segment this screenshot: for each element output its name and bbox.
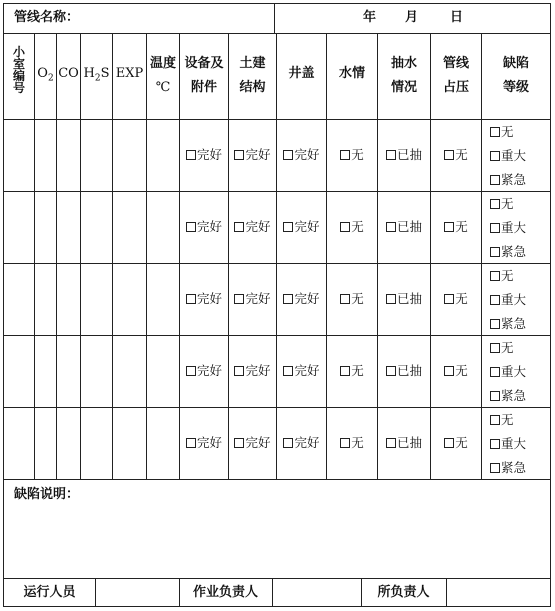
checkbox-label: 无 bbox=[351, 219, 364, 234]
defect-level-option[interactable] bbox=[490, 144, 526, 168]
defect-level-label: 紧急 bbox=[501, 460, 527, 475]
col-line-2 bbox=[56, 33, 57, 480]
defect-level-option[interactable] bbox=[490, 360, 526, 384]
header-occupation bbox=[430, 52, 482, 100]
civil-structure-checkbox[interactable] bbox=[229, 435, 276, 451]
defect-level-options bbox=[490, 264, 526, 336]
checkbox-square-icon[interactable] bbox=[490, 247, 500, 257]
checkbox-square-icon[interactable] bbox=[234, 366, 244, 376]
defect-level-options bbox=[490, 336, 526, 408]
header-h2s bbox=[80, 62, 113, 91]
operator-label: 运行人员 bbox=[23, 585, 76, 600]
checkbox-square-icon[interactable] bbox=[444, 222, 454, 232]
checkbox-square-icon[interactable] bbox=[386, 150, 396, 160]
header-room-no-char: 小 bbox=[12, 45, 25, 59]
checkbox-square-icon[interactable] bbox=[340, 438, 350, 448]
defect-level-options bbox=[490, 120, 526, 192]
well-cover-checkbox[interactable] bbox=[277, 435, 326, 451]
defect-level-option[interactable] bbox=[490, 456, 526, 480]
work-lead-label: 作业负责人 bbox=[192, 585, 258, 600]
checkbox-label: 完好 bbox=[196, 291, 222, 306]
checkbox-label: 已抽 bbox=[396, 435, 422, 450]
checkbox-label: 无 bbox=[455, 219, 468, 234]
checkbox-square-icon[interactable] bbox=[283, 366, 293, 376]
defect-level-label: 重大 bbox=[501, 292, 527, 307]
checkbox-label: 完好 bbox=[245, 435, 271, 450]
footer-line-5 bbox=[446, 578, 447, 607]
checkbox-square-icon[interactable] bbox=[234, 294, 244, 304]
checkbox-square-icon[interactable] bbox=[444, 150, 454, 160]
defect-level-label: 重大 bbox=[501, 148, 527, 163]
header-o2-text: O bbox=[37, 66, 48, 81]
header-h2s-h: H bbox=[83, 66, 95, 81]
col-line-4 bbox=[112, 33, 113, 480]
rule-below-row-5 bbox=[3, 479, 551, 480]
header-defect-line-1: 缺陷 bbox=[502, 56, 529, 71]
col-line-7 bbox=[228, 33, 229, 480]
defect-level-option[interactable] bbox=[490, 336, 526, 360]
checkbox-square-icon[interactable] bbox=[234, 438, 244, 448]
title-divider bbox=[274, 3, 275, 34]
civil-structure-checkbox[interactable] bbox=[229, 291, 276, 307]
checkbox-label: 无 bbox=[351, 363, 364, 378]
col-line-11 bbox=[430, 33, 431, 480]
header-civil-line-1: 土建 bbox=[239, 56, 266, 71]
month-label: 月 bbox=[405, 10, 419, 25]
header-h2s-subscript: 2 bbox=[94, 73, 101, 84]
rule-below-header bbox=[3, 119, 551, 120]
checkbox-square-icon[interactable] bbox=[386, 222, 396, 232]
header-room-no-char: 号 bbox=[12, 81, 25, 95]
equipment-checkbox[interactable] bbox=[180, 219, 228, 235]
defect-level-label: 无 bbox=[501, 268, 514, 283]
checkbox-square-icon[interactable] bbox=[444, 294, 454, 304]
defect-level-label: 重大 bbox=[501, 220, 527, 235]
header-civil-line-2: 结构 bbox=[239, 80, 266, 95]
occupation-checkbox[interactable] bbox=[431, 219, 481, 235]
checkbox-square-icon[interactable] bbox=[234, 150, 244, 160]
checkbox-label: 已抽 bbox=[396, 291, 422, 306]
checkbox-square-icon[interactable] bbox=[386, 294, 396, 304]
checkbox-square-icon[interactable] bbox=[283, 222, 293, 232]
well-cover-checkbox[interactable] bbox=[277, 147, 326, 163]
header-exp: EXP bbox=[115, 66, 144, 81]
checkbox-square-icon[interactable] bbox=[186, 150, 196, 160]
defect-level-option[interactable] bbox=[490, 408, 526, 432]
rule-below-row-3 bbox=[3, 335, 551, 336]
defect-level-label: 重大 bbox=[501, 364, 527, 379]
checkbox-label: 完好 bbox=[196, 435, 222, 450]
header-pumping-line-1: 抽水 bbox=[390, 56, 417, 71]
checkbox-square-icon[interactable] bbox=[444, 438, 454, 448]
equipment-checkbox[interactable] bbox=[180, 291, 228, 307]
defect-level-label: 紧急 bbox=[501, 388, 527, 403]
water-checkbox[interactable] bbox=[327, 219, 377, 235]
col-line-3 bbox=[80, 33, 81, 480]
defect-level-label: 无 bbox=[501, 340, 514, 355]
pumping-checkbox[interactable] bbox=[378, 291, 430, 307]
occupation-checkbox[interactable] bbox=[431, 147, 481, 163]
header-well-cover: 井盖 bbox=[288, 66, 315, 81]
well-cover-checkbox[interactable] bbox=[277, 291, 326, 307]
checkbox-label: 完好 bbox=[245, 363, 271, 378]
occupation-checkbox[interactable] bbox=[431, 291, 481, 307]
header-o2 bbox=[34, 62, 57, 91]
defect-level-label: 紧急 bbox=[501, 244, 527, 259]
checkbox-label: 无 bbox=[455, 147, 468, 162]
col-line-6 bbox=[179, 33, 180, 480]
well-cover-checkbox[interactable] bbox=[277, 219, 326, 235]
defect-note-label: 缺陷说明： bbox=[14, 487, 80, 502]
rule-below-row-1 bbox=[3, 191, 551, 192]
defect-level-label: 紧急 bbox=[501, 172, 527, 187]
checkbox-label: 无 bbox=[455, 435, 468, 450]
defect-level-option[interactable] bbox=[490, 120, 526, 144]
rule-below-row-4 bbox=[3, 407, 551, 408]
checkbox-label: 已抽 bbox=[396, 219, 422, 234]
checkbox-square-icon[interactable] bbox=[490, 199, 500, 209]
defect-level-option[interactable] bbox=[490, 192, 526, 216]
checkbox-square-icon[interactable] bbox=[490, 271, 500, 281]
checkbox-square-icon[interactable] bbox=[490, 319, 500, 329]
year-label: 年 bbox=[363, 10, 377, 25]
pumping-checkbox[interactable] bbox=[378, 147, 430, 163]
water-checkbox[interactable] bbox=[327, 291, 377, 307]
rule-below-title bbox=[3, 33, 551, 34]
checkbox-square-icon[interactable] bbox=[490, 439, 500, 449]
pipeline-name-label: 管线名称： bbox=[14, 10, 80, 25]
checkbox-square-icon[interactable] bbox=[490, 415, 500, 425]
header-co: CO bbox=[58, 66, 79, 81]
checkbox-square-icon[interactable] bbox=[340, 150, 350, 160]
defect-level-option[interactable] bbox=[490, 288, 526, 312]
checkbox-square-icon[interactable] bbox=[283, 438, 293, 448]
checkbox-label: 完好 bbox=[294, 291, 320, 306]
defect-level-label: 无 bbox=[501, 124, 514, 139]
col-line-9 bbox=[326, 33, 327, 480]
equipment-checkbox[interactable] bbox=[180, 435, 228, 451]
checkbox-square-icon[interactable] bbox=[444, 366, 454, 376]
checkbox-square-icon[interactable] bbox=[490, 391, 500, 401]
header-room-no-char: 室 bbox=[12, 57, 25, 71]
header-pumping-line-2: 情况 bbox=[390, 80, 417, 95]
defect-level-option[interactable] bbox=[490, 264, 526, 288]
col-line-8 bbox=[276, 33, 277, 480]
water-checkbox[interactable] bbox=[327, 435, 377, 451]
checkbox-square-icon[interactable] bbox=[490, 175, 500, 185]
header-occupation-line-1: 管线 bbox=[442, 56, 469, 71]
checkbox-label: 无 bbox=[455, 363, 468, 378]
defect-level-option[interactable] bbox=[490, 384, 526, 408]
header-h2s-s: S bbox=[100, 66, 110, 81]
defect-level-option[interactable] bbox=[490, 216, 526, 240]
header-occupation-line-2: 占压 bbox=[442, 80, 469, 95]
checkbox-square-icon[interactable] bbox=[490, 295, 500, 305]
defect-level-label: 无 bbox=[501, 412, 514, 427]
defect-level-label: 重大 bbox=[501, 436, 527, 451]
checkbox-square-icon[interactable] bbox=[490, 127, 500, 137]
civil-structure-checkbox[interactable] bbox=[229, 147, 276, 163]
checkbox-square-icon[interactable] bbox=[490, 463, 500, 473]
checkbox-label: 无 bbox=[351, 291, 364, 306]
col-line-12 bbox=[481, 33, 482, 480]
checkbox-label: 完好 bbox=[294, 435, 320, 450]
checkbox-label: 无 bbox=[455, 291, 468, 306]
checkbox-label: 完好 bbox=[196, 363, 222, 378]
header-room-no bbox=[4, 46, 34, 94]
water-checkbox[interactable] bbox=[327, 363, 377, 379]
header-o2-subscript: 2 bbox=[47, 73, 54, 84]
header-pumping bbox=[377, 52, 431, 100]
checkbox-label: 无 bbox=[351, 435, 364, 450]
pumping-checkbox[interactable] bbox=[378, 435, 430, 451]
checkbox-label: 无 bbox=[351, 147, 364, 162]
checkbox-square-icon[interactable] bbox=[386, 438, 396, 448]
checkbox-label: 完好 bbox=[294, 363, 320, 378]
defect-level-option[interactable] bbox=[490, 240, 526, 264]
header-equipment-line-2: 附件 bbox=[190, 80, 217, 95]
checkbox-square-icon[interactable] bbox=[340, 222, 350, 232]
checkbox-square-icon[interactable] bbox=[283, 150, 293, 160]
header-equipment bbox=[179, 52, 229, 100]
day-label: 日 bbox=[450, 10, 464, 25]
header-room-no-char: 编 bbox=[12, 69, 25, 83]
pumping-checkbox[interactable] bbox=[378, 219, 430, 235]
checkbox-label: 已抽 bbox=[396, 363, 422, 378]
defect-level-label: 紧急 bbox=[501, 316, 527, 331]
col-line-5 bbox=[146, 33, 147, 480]
checkbox-label: 完好 bbox=[245, 291, 271, 306]
checkbox-label: 已抽 bbox=[396, 147, 422, 162]
defect-level-option[interactable] bbox=[490, 432, 526, 456]
checkbox-square-icon[interactable] bbox=[490, 223, 500, 233]
header-equipment-line-1: 设备及 bbox=[184, 56, 224, 71]
pumping-checkbox[interactable] bbox=[378, 363, 430, 379]
defect-level-option[interactable] bbox=[490, 168, 526, 192]
checkbox-label: 完好 bbox=[245, 219, 271, 234]
header-temperature-line-2: ℃ bbox=[155, 80, 171, 95]
checkbox-square-icon[interactable] bbox=[186, 294, 196, 304]
site-lead-label: 所负责人 bbox=[377, 585, 430, 600]
checkbox-label: 完好 bbox=[294, 219, 320, 234]
equipment-checkbox[interactable] bbox=[180, 147, 228, 163]
header-civil-structure bbox=[228, 52, 277, 100]
checkbox-square-icon[interactable] bbox=[340, 294, 350, 304]
footer-line-3 bbox=[272, 578, 273, 607]
defect-level-options bbox=[490, 408, 526, 480]
well-cover-checkbox[interactable] bbox=[277, 363, 326, 379]
checkbox-square-icon[interactable] bbox=[386, 366, 396, 376]
equipment-checkbox[interactable] bbox=[180, 363, 228, 379]
header-temperature-line-1: 温度 bbox=[149, 56, 176, 71]
rule-below-row-2 bbox=[3, 263, 551, 264]
occupation-checkbox[interactable] bbox=[431, 435, 481, 451]
checkbox-square-icon[interactable] bbox=[186, 222, 196, 232]
header-temperature bbox=[146, 52, 180, 100]
header-water: 水情 bbox=[338, 66, 365, 81]
footer-line-1 bbox=[95, 578, 96, 607]
col-line-10 bbox=[377, 33, 378, 480]
checkbox-square-icon[interactable] bbox=[490, 343, 500, 353]
defect-level-option[interactable] bbox=[490, 312, 526, 336]
checkbox-square-icon[interactable] bbox=[490, 367, 500, 377]
defect-level-options bbox=[490, 192, 526, 264]
checkbox-label: 完好 bbox=[196, 147, 222, 162]
civil-structure-checkbox[interactable] bbox=[229, 363, 276, 379]
col-line-1 bbox=[34, 33, 35, 480]
checkbox-square-icon[interactable] bbox=[283, 294, 293, 304]
header-defect-level bbox=[481, 52, 551, 100]
checkbox-label: 完好 bbox=[294, 147, 320, 162]
checkbox-label: 完好 bbox=[245, 147, 271, 162]
checkbox-label: 完好 bbox=[196, 219, 222, 234]
checkbox-square-icon[interactable] bbox=[186, 366, 196, 376]
checkbox-square-icon[interactable] bbox=[490, 151, 500, 161]
rule-above-footer bbox=[3, 578, 551, 579]
checkbox-square-icon[interactable] bbox=[234, 222, 244, 232]
header-defect-line-2: 等级 bbox=[502, 80, 529, 95]
occupation-checkbox[interactable] bbox=[431, 363, 481, 379]
civil-structure-checkbox[interactable] bbox=[229, 219, 276, 235]
water-checkbox[interactable] bbox=[327, 147, 377, 163]
checkbox-square-icon[interactable] bbox=[340, 366, 350, 376]
defect-level-label: 无 bbox=[501, 196, 514, 211]
checkbox-square-icon[interactable] bbox=[186, 438, 196, 448]
